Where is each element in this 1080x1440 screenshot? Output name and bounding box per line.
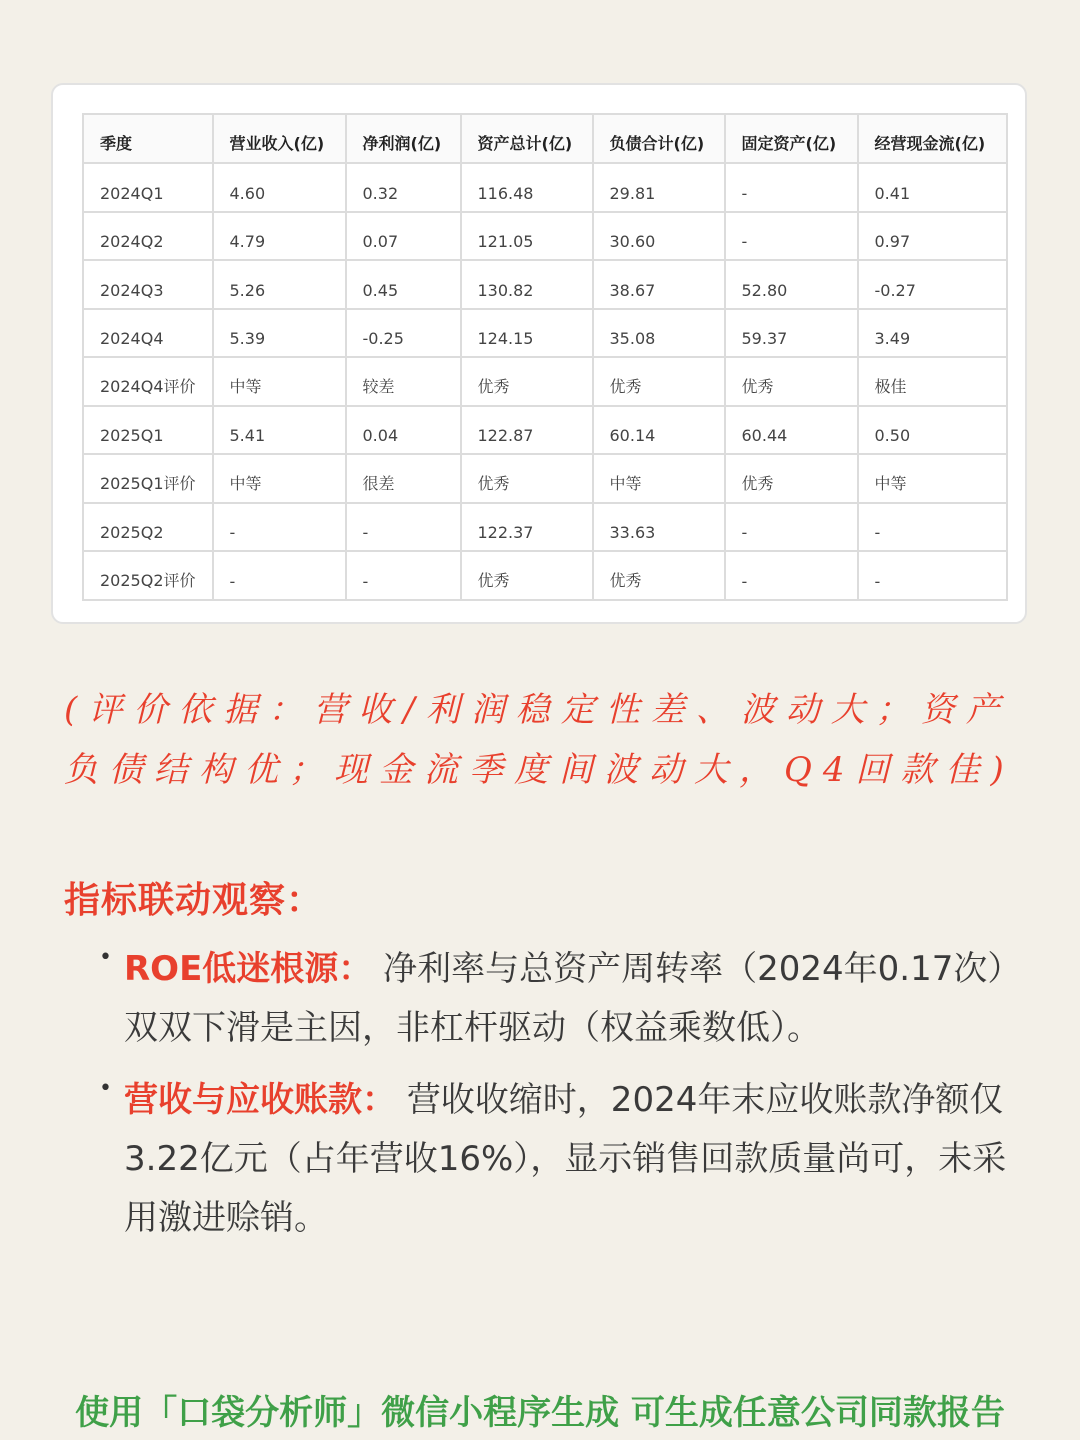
table-cell: 4.79 (213, 212, 346, 261)
table-header-row (83, 114, 1007, 163)
table-cell: 60.14 (593, 406, 725, 455)
table-cell: 0.04 (346, 406, 461, 455)
bullet-lead: 营收与应收账款： (124, 1080, 396, 1120)
table-cell: 0.97 (858, 212, 1007, 261)
header-quarter: 季度 (83, 114, 213, 163)
footer-promo: 使用「口袋分析师」微信小程序生成 可生成任意公司同款报告 (75, 1393, 1005, 1433)
table-cell: - (213, 551, 346, 600)
table-cell: 很差 (346, 454, 461, 503)
bullet-dot-icon: • (99, 1076, 112, 1101)
list-item (99, 1071, 1014, 1248)
table-cell: - (213, 503, 346, 552)
bullet-text: 净利率与总资产周转率（2024年0.17次）双双下滑是主因，非杠杆驱动（权益乘数低）。 (124, 949, 1005, 1048)
header-total-liabilities: 负债合计(亿) (593, 114, 725, 163)
table-cell: 2024Q4 (83, 309, 213, 358)
table-cell: 中等 (213, 357, 346, 406)
table-cell: - (346, 503, 461, 552)
table-cell: 52.80 (725, 260, 858, 309)
table-cell: 0.32 (346, 163, 461, 212)
table-cell: 2024Q2 (83, 212, 213, 261)
table-cell: 中等 (213, 454, 346, 503)
table-row (83, 163, 1007, 212)
table-cell: 优秀 (725, 357, 858, 406)
table-cell: 0.41 (858, 163, 1007, 212)
table-row (83, 454, 1007, 503)
table-cell: - (725, 503, 858, 552)
header-net-profit: 净利润(亿) (346, 114, 461, 163)
table-cell: 124.15 (461, 309, 593, 358)
table-cell: 中等 (858, 454, 1007, 503)
table-cell: 122.37 (461, 503, 593, 552)
table-cell: 优秀 (593, 357, 725, 406)
table-cell: 2024Q1 (83, 163, 213, 212)
table-cell: 59.37 (725, 309, 858, 358)
table-row (83, 357, 1007, 406)
table-cell: - (346, 551, 461, 600)
table-cell: 116.48 (461, 163, 593, 212)
table-cell: 2025Q1 (83, 406, 213, 455)
table-cell: 2024Q4评价 (83, 357, 213, 406)
section-title: 指标联动观察： (64, 880, 324, 921)
header-total-assets: 资产总计(亿) (461, 114, 593, 163)
bullet-text: 营收收缩时，2024年末应收账款净额仅3.22亿元（占年营收16%），显示销售回款质量尚可，未采用激进赊销。 (124, 1080, 1007, 1238)
table-cell: - (858, 551, 1007, 600)
table-cell: 60.44 (725, 406, 858, 455)
bullet-dot-icon: • (99, 945, 112, 970)
header-operating-cashflow: 经营现金流(亿) (858, 114, 1007, 163)
table-cell: 38.67 (593, 260, 725, 309)
table-cell: 5.26 (213, 260, 346, 309)
table-cell: - (725, 551, 858, 600)
table-cell: 5.41 (213, 406, 346, 455)
table-cell: 0.07 (346, 212, 461, 261)
table-cell: 130.82 (461, 260, 593, 309)
table-cell: 3.49 (858, 309, 1007, 358)
table-cell: 35.08 (593, 309, 725, 358)
table-cell: 5.39 (213, 309, 346, 358)
table-cell: 0.50 (858, 406, 1007, 455)
table-cell: - (725, 212, 858, 261)
table-cell: - (725, 163, 858, 212)
table-row (83, 212, 1007, 261)
table-row (83, 406, 1007, 455)
table-row (83, 551, 1007, 600)
table-cell: 2025Q1评价 (83, 454, 213, 503)
financial-table-card (51, 83, 1027, 624)
table-cell: 2025Q2 (83, 503, 213, 552)
table-row (83, 503, 1007, 552)
table-cell: 中等 (593, 454, 725, 503)
table-cell: 2024Q3 (83, 260, 213, 309)
bullet-lead: ROE低迷根源： (124, 949, 373, 989)
table-cell: -0.25 (346, 309, 461, 358)
table-cell: 2025Q2评价 (83, 551, 213, 600)
evaluation-basis-note: (评价依据：营收/利润稳定性差、波动大；资产负债结构优；现金流季度间波动大，Q4回款佳) (64, 690, 1015, 790)
table-cell: 极佳 (858, 357, 1007, 406)
table-cell: 121.05 (461, 212, 593, 261)
financial-table (82, 113, 1008, 601)
list-item (99, 940, 1014, 1058)
table-cell: 优秀 (725, 454, 858, 503)
table-cell: 33.63 (593, 503, 725, 552)
table-cell: 优秀 (461, 551, 593, 600)
table-cell: 29.81 (593, 163, 725, 212)
table-cell: 122.87 (461, 406, 593, 455)
table-cell: -0.27 (858, 260, 1007, 309)
table-cell: 4.60 (213, 163, 346, 212)
table-cell: 0.45 (346, 260, 461, 309)
table-cell: 优秀 (461, 357, 593, 406)
table-cell: 优秀 (593, 551, 725, 600)
table-cell: 优秀 (461, 454, 593, 503)
table-cell: - (858, 503, 1007, 552)
header-fixed-assets: 固定资产(亿) (725, 114, 858, 163)
table-cell: 较差 (346, 357, 461, 406)
table-cell: 30.60 (593, 212, 725, 261)
table-row (83, 260, 1007, 309)
header-revenue: 营业收入(亿) (213, 114, 346, 163)
table-row (83, 309, 1007, 358)
